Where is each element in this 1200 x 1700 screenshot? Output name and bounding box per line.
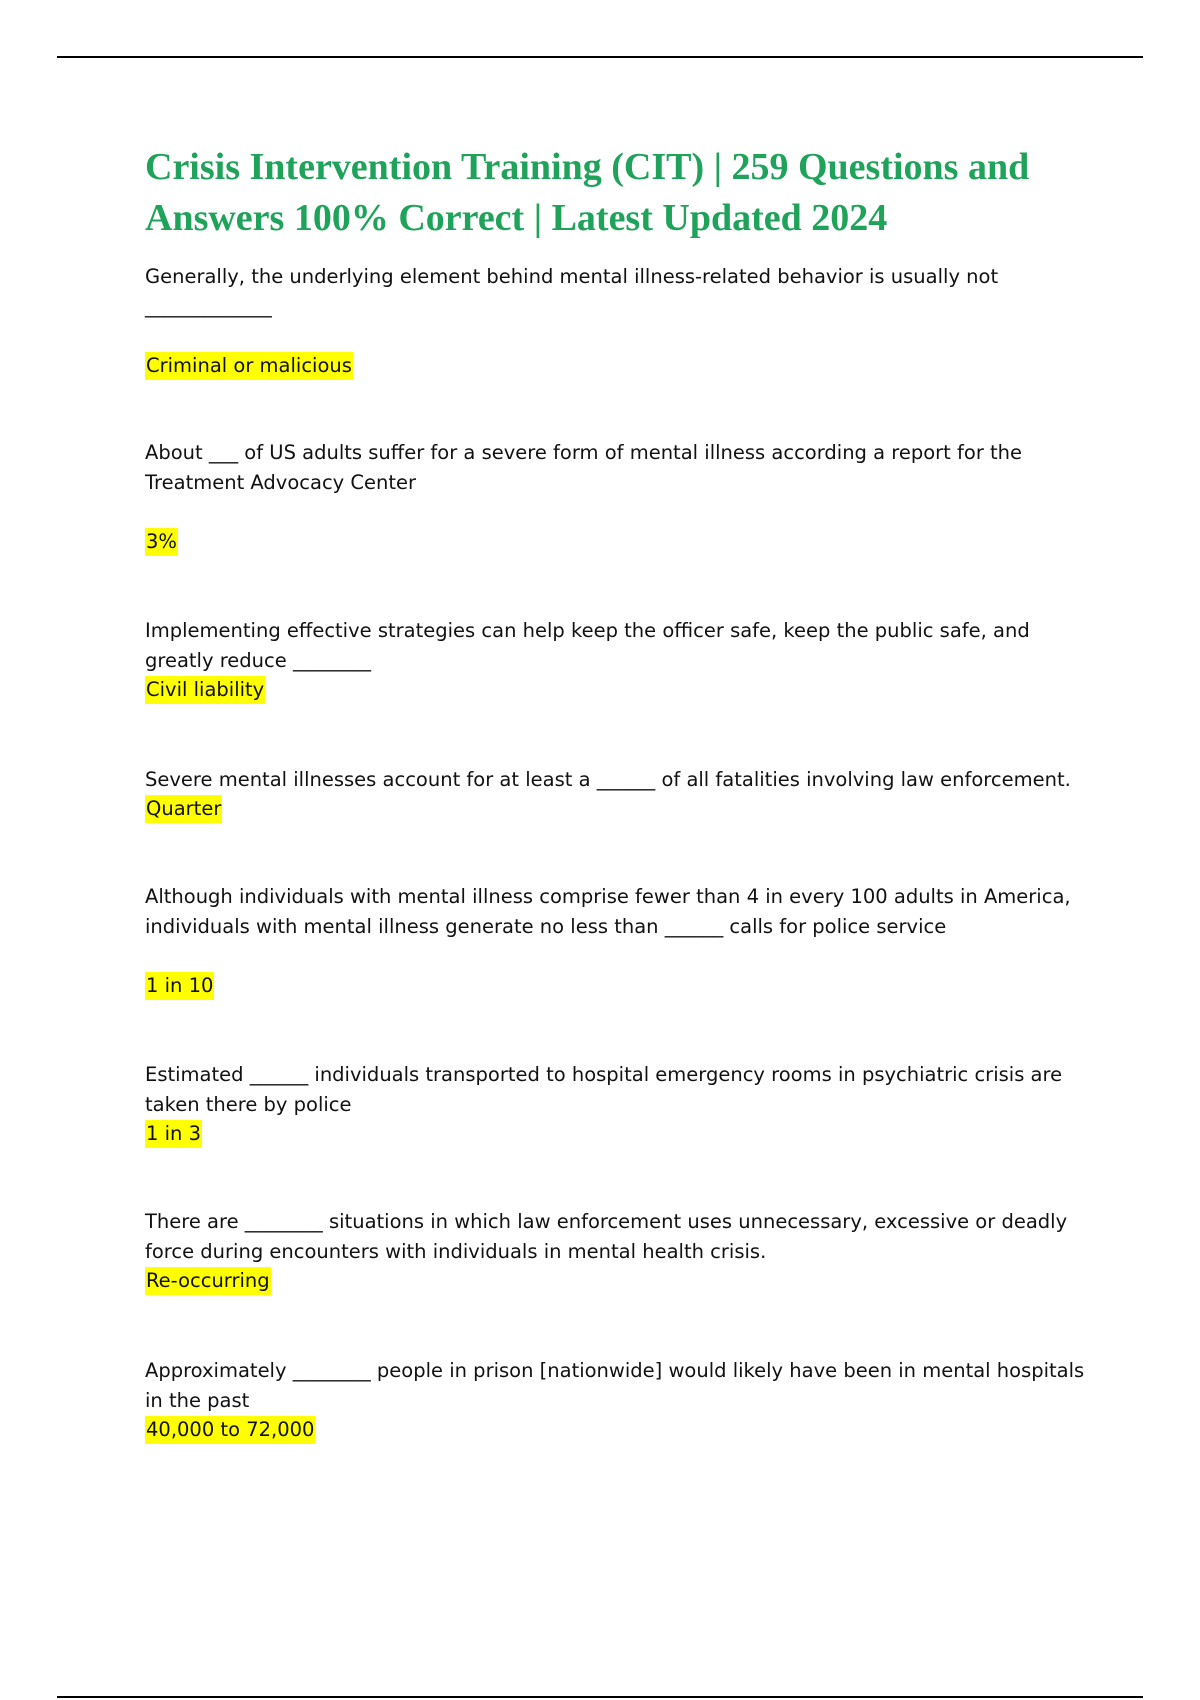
answer-highlight: 3%	[145, 528, 178, 556]
document-title: Crisis Intervention Training (CIT) | 259 Questions and Answers 100% Correct | Latest Updated 2024	[145, 146, 1030, 239]
qa-item	[145, 616, 1085, 706]
qa-item	[145, 262, 1085, 382]
qa-item	[145, 882, 1085, 1002]
question-text: Estimated ______ individuals transported to hospital emergency rooms in psychiatric crisis are taken there by police	[145, 1063, 1069, 1116]
question-text: Although individuals with mental illness comprise fewer than 4 in every 100 adults in America, individuals with mental illness generate no less than ______ calls for police service	[145, 885, 1077, 938]
qa-item	[145, 765, 1085, 825]
answer-highlight: Civil liability	[145, 676, 265, 704]
question-text: Severe mental illnesses account for at least a ______ of all fatalities involving law enforcement.	[145, 768, 1071, 791]
answer-highlight: 1 in 10	[145, 972, 214, 1000]
question-text: Approximately ________ people in prison [nationwide] would likely have been in mental hospitals in the past	[145, 1359, 1091, 1412]
answer-highlight: 1 in 3	[145, 1120, 202, 1148]
qa-item	[145, 438, 1085, 558]
answer-highlight: Quarter	[145, 795, 222, 823]
question-text: About ___ of US adults suffer for a severe form of mental illness according a report for the Treatment Advocacy Center	[145, 441, 1029, 494]
bottom-rule	[57, 1696, 1143, 1698]
top-rule	[57, 56, 1143, 58]
question-text: Implementing effective strategies can help keep the officer safe, keep the public safe, and greatly reduce ________	[145, 619, 1036, 672]
qa-item	[145, 1207, 1085, 1297]
question-text: Generally, the underlying element behind mental illness-related behavior is usually not _____________	[145, 265, 1005, 318]
question-text: There are ________ situations in which law enforcement uses unnecessary, excessive or deadly force during encounters with individuals in mental health crisis.	[145, 1210, 1074, 1263]
answer-highlight: Criminal or malicious	[145, 352, 353, 380]
answer-highlight: 40,000 to 72,000	[145, 1416, 315, 1444]
qa-item	[145, 1060, 1085, 1150]
answer-highlight: Re-occurring	[145, 1267, 271, 1295]
qa-item	[145, 1356, 1091, 1446]
